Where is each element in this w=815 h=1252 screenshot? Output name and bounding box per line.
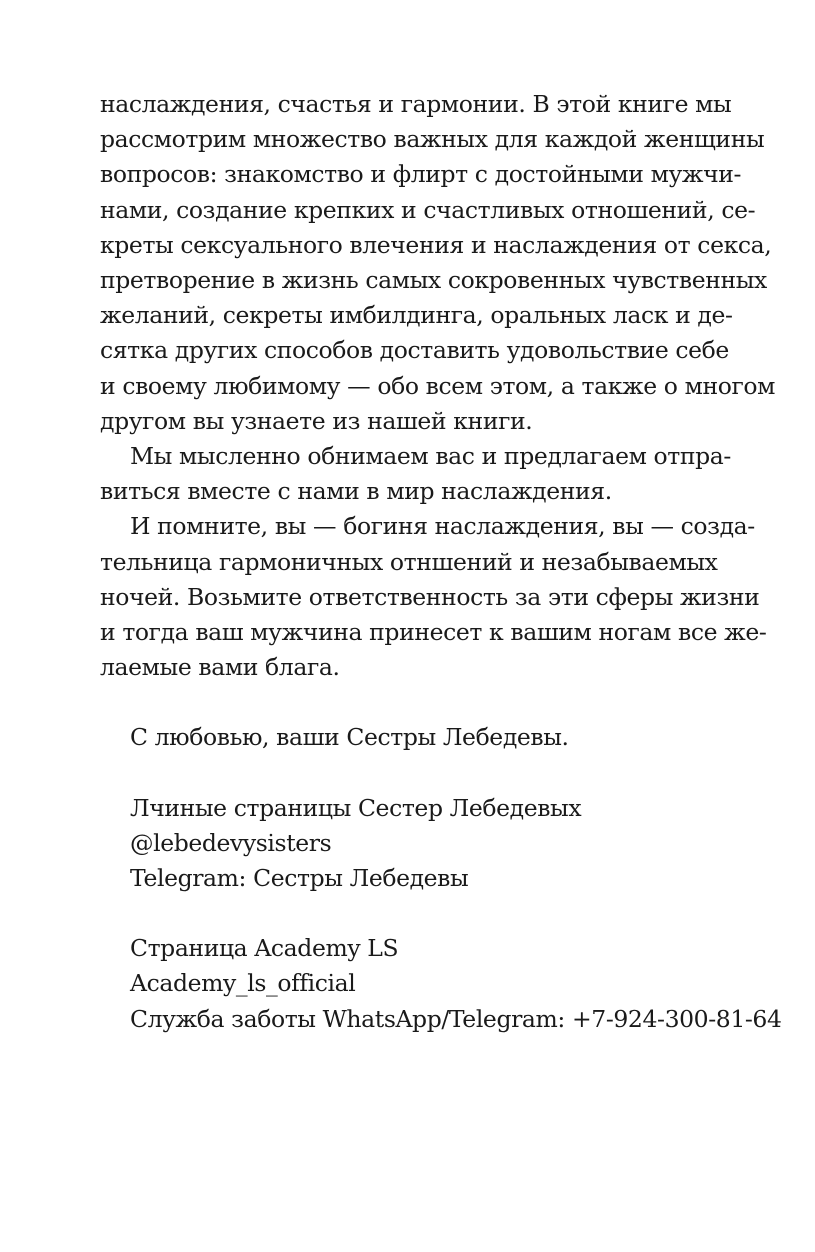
text-line: лаемые вами блага. — [100, 653, 340, 682]
text-line: ночей. Возьмите ответственность за эти сферы жизни — [100, 582, 760, 611]
spacer — [100, 756, 714, 791]
paragraph-intro — [100, 87, 776, 439]
academy-support: Служба заботы WhatsApp/Telegram: +7-924-300-81-64 — [130, 1004, 782, 1033]
text-line: креты сексуального влечения и наслаждения от секса, — [100, 230, 772, 259]
book-page — [100, 87, 782, 1037]
paragraph-reminder — [100, 509, 767, 685]
academy-handle: Academy_ls_official — [130, 969, 356, 998]
spacer — [100, 685, 714, 720]
text-line: рассмотрим множество важных для каждой женщины — [100, 125, 765, 154]
text-line: Мы мысленно обнимаем вас и предлагаем отпра- — [130, 442, 731, 471]
spacer — [100, 896, 714, 931]
text-line: желаний, секреты имбилдинга, оральных ласк и де- — [100, 301, 733, 330]
text-line: И помните, вы — богиня наслаждения, вы — созда- — [130, 512, 755, 541]
text-line: вопросов: знакомство и флирт с достойными мужчи- — [100, 160, 742, 189]
text-line: сятка других способов доставить удовольствие себе — [100, 336, 729, 365]
text-line: и тогда ваш мужчина принесет к вашим ногам все же- — [100, 618, 767, 647]
text-line: претворение в жизнь самых сокровенных чувственных — [100, 266, 767, 295]
personal-contacts — [100, 791, 714, 897]
personal-telegram: Telegram: Сестры Лебедевы — [130, 864, 469, 893]
text-line: виться вместе с нами в мир наслаждения. — [100, 477, 612, 506]
text-line: и своему любимому — обо всем этом, а также о многом — [100, 371, 776, 400]
text-line: нами, создание крепких и счастливых отношений, се- — [100, 195, 756, 224]
paragraph-invitation — [100, 439, 731, 509]
academy-heading: Страница Academy LS — [130, 934, 399, 963]
text-line: наслаждения, счастья и гармонии. В этой книге мы — [100, 90, 732, 118]
signature: С любовью, ваши Сестры Лебедевы. — [130, 723, 569, 752]
text-line: другом вы узнаете из нашей книги. — [100, 406, 533, 435]
text-line: тельница гармоничных отншений и незабываемых — [100, 547, 718, 576]
academy-contacts — [100, 931, 782, 1037]
personal-handle: @lebedevysisters — [130, 828, 332, 857]
personal-heading: Лчиные страницы Сестер Лебедевых — [130, 793, 582, 822]
